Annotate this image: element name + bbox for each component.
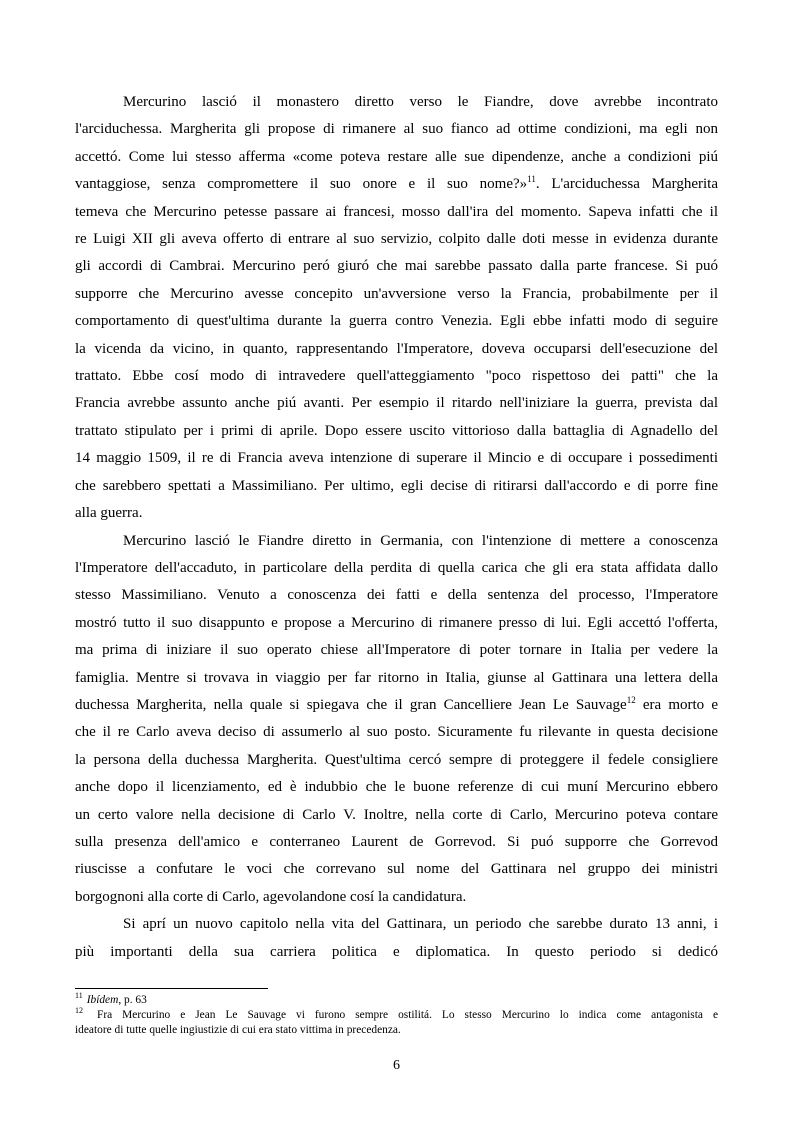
footnote-11 (75, 993, 718, 1008)
text-line: Si aprí un nuovo capitolo nella vita del Gattinara, un periodo che sarebbe durato 13 anni, i (123, 916, 718, 933)
text-line: Mercurino lasció il monastero diretto verso le Fiandre, dove avrebbe incontrato (123, 94, 718, 110)
footnote-reference: 11 (527, 174, 536, 185)
text-line: famiglia. Mentre si trovava in viaggio per far ritorno in Italia, giunse al Gattinara una lettera della (75, 669, 718, 686)
text-line: Mercurino lasció le Fiandre diretto in Germania, con l'intenzione di mettere a conoscenza (123, 532, 718, 549)
footnote-separator (75, 988, 268, 989)
paragraph (75, 911, 718, 966)
text-line: l'Imperatore dell'accaduto, in particolare della perdita di quella carica che gli era stata affidata dallo (75, 559, 718, 576)
text-line: alla guerra. (75, 505, 143, 522)
text-line: comportamento di quest'ultima durante la guerra contro Venezia. Egli ebbe infatti modo di seguire (75, 313, 718, 330)
paragraph (75, 89, 718, 528)
text-line: borgognoni alla corte di Carlo, agevolandone cosí la candidatura. (75, 888, 467, 905)
text-line: che il re Carlo aveva deciso di assumerlo al suo posto. Sicuramente fu rilevante in questa decisione (75, 724, 718, 741)
text-line: l'arciduchessa. Margherita gli propose di rimanere al suo fianco ad ottime condizioni, ma egli non (75, 121, 718, 138)
text-line: temeva che Mercurino petesse passare ai francesi, mosso dall'ira del momento. Sapeva infatti che il (75, 203, 718, 220)
text-line (75, 692, 718, 719)
text-line: Francia avrebbe assunto anche piú avanti. Per esempio il ritardo nell'iniziare la guerra, prevista dal (75, 395, 718, 412)
text-line: sulla presenza dell'amico e conterraneo Laurent de Gorrevod. Si puó supporre che Gorrevod (75, 833, 718, 850)
footnote-12-continued: ideatore di tutte quelle ingiustizie di cui era stato vittima in precedenza. (75, 1024, 401, 1036)
text-line: riuscisse a confutare le voci che correvano sul nome del Gattinara nel gruppo dei ministri (75, 861, 718, 878)
text-line: ma prima di iniziare il suo operato chiese all'Imperatore di poter tornare in Italia per vedere la (75, 642, 718, 659)
paragraph (75, 528, 718, 912)
text-line: la vicenda da vicino, in quanto, rappresentando l'Imperatore, doveva occuparsi dell'esecuzione del (75, 340, 718, 357)
text-line: 14 maggio 1509, il re di Francia aveva intenzione di superare il Mincio e di occupare i possedimenti (75, 450, 718, 467)
text-line: gli accordi di Cambrai. Mercurino peró giuró che mai sarebbe passato dalla parte francese. Si puó (75, 258, 718, 275)
footnote-reference: 12 (626, 694, 636, 705)
footnote-text: Fra Mercurino e Jean Le Sauvage vi furono sempre ostilitá. Lo stesso Mercurino lo indica come antagonista e (87, 1009, 718, 1021)
text-line: stesso Massimiliano. Venuto a conoscenza dei fatti e della sentenza del processo, l'Imperatore (75, 587, 718, 604)
footnote-number: 12 (75, 1006, 83, 1015)
text-segment: duchessa Margherita, nella quale si spiegava che il gran Cancelliere Jean Le Sauvage (75, 696, 627, 713)
text-line: un certo valore nella decisione di Carlo V. Inoltre, nella corte di Carlo, Mercurino poteva contare (75, 806, 718, 823)
footnote-italic: Ibídem (86, 994, 119, 1006)
text-line: supporre che Mercurino avesse concepito un'avversione verso la Francia, probabilmente per il (75, 285, 718, 302)
text-segment: era morto e (635, 696, 718, 713)
text-line: anche dopo il licenziamento, ed è indubbio che le buone referenze di cui muní Mercurino ebbero (75, 779, 718, 796)
footnotes (75, 993, 718, 1038)
text-segment: . L'arciduchessa Margherita (535, 176, 718, 193)
text-line (75, 171, 718, 198)
document-body (75, 89, 718, 966)
text-line: che sarebbero spettati a Massimiliano. Per ultimo, egli decise di ritirarsi dall'accordo e di porre fine (75, 477, 718, 494)
text-line: re Luigi XII gli aveva offerto di entrare al suo servizio, colpito dalle doti messe in evidenza durante (75, 231, 718, 248)
footnote-12 (75, 1008, 718, 1023)
text-line: trattato stipulato per i primi di aprile. Dopo essere uscito vittorioso dalla battaglia di Agnadello del (75, 422, 718, 439)
text-line: la persona della duchessa Margherita. Quest'ultima cercó sempre di proteggere il fedele consigliere (75, 751, 718, 768)
text-line: trattato. Ebbe cosí modo di intravedere quell'atteggiamento "poco rispettoso dei patti" che la (75, 368, 718, 385)
page-number: 6 (393, 1058, 400, 1073)
text-line: accettó. Come lui stesso afferma «come poteva restare alle sue dipendenze, anche a condizioni piú (75, 148, 718, 165)
text-segment: vantaggiose, senza compromettere il suo onore e il suo nome?» (75, 176, 528, 193)
text-line: mostró tutto il suo disappunto e propose a Mercurino di rimanere presso di lui. Egli accettó l'offerta, (75, 614, 718, 631)
footnote-text: , p. 63 (118, 994, 147, 1006)
text-line: più importanti della sua carriera politica e diplomatica. In questo periodo si dedicó (75, 943, 718, 960)
footnote-number: 11 (75, 991, 83, 1000)
